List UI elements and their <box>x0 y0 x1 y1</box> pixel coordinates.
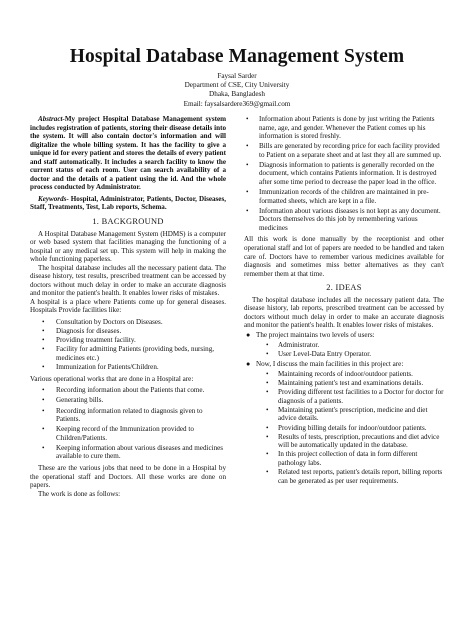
list-item: • Keeping information about various diseases and medicines available to cure them. <box>42 443 224 461</box>
author-name: Faysal Sarder <box>217 72 257 80</box>
section-heading-ideas: 2. IDEAS <box>326 283 362 293</box>
paragraph: The hospital database includes all the necessary patient data. The disease history, test results, prescribed treatment can be accessed by doctors without much delay in order to make an accurate diagnosis and monitor the patient's health. It enables lower risks of mistakes. <box>30 263 226 298</box>
list-item: • Administrator. <box>266 341 320 350</box>
bullet-icon: • <box>266 379 269 388</box>
paragraph: A hospital is a place where Patients come up for general diseases. Hospitals Provide facilities like: <box>30 297 226 315</box>
list-item: • Immunization records of the children are maintained in pre-formatted sheets, which are kept in a file. <box>246 188 429 205</box>
list-item: • Diagnosis information to patients is generally recorded on the document, which contains Patients information. It is destroyed after some time period to decrease the paper load in the office. <box>246 160 437 187</box>
list-item: • Results of tests, prescription, precautions and diet advice will be automatically updated in the database. <box>266 432 440 450</box>
bullet-icon: • <box>42 345 45 354</box>
list-item: • Diagnosis for diseases. <box>42 327 122 336</box>
keywords <box>30 195 226 212</box>
paragraph: These are the various jobs that need to be done in a Hospital by the operational staff and Doctors. All these works are done on papers. <box>30 463 226 490</box>
bullet-icon: • <box>42 386 45 395</box>
bullet-icon: • <box>42 336 45 345</box>
list-item: • Keeping record of the Immunization provided to Children/Patients. <box>42 425 194 442</box>
abstract <box>30 115 226 192</box>
bullet-icon: • <box>266 388 269 397</box>
paragraph: All this work is done manually by the receptionist and other operational staff and lot of papers are needed to be handled and taken care of. Doctors have to remember various medicines available for diagnosis and sometimes miss better alternatives as they can't remember them at that time. <box>244 235 444 278</box>
list-item: • Information about Patients is done by just writing the Patients name, age, and gender. Whenever the Patient comes up his information is stored freshly. <box>246 115 435 141</box>
author-block <box>0 72 474 109</box>
bullet-icon: • <box>246 160 249 169</box>
list-item: • Bills are generated by recording price for each facility provided to Patient on a separate sheet and at last they all are summed up. <box>246 142 442 159</box>
list-item: • Providing billing details for indoor/outdoor patients. <box>266 423 427 432</box>
list-item: • User Level-Data Entry Operator. <box>266 350 371 359</box>
bullet-icon: • <box>266 369 269 378</box>
author-email: Email: faysalsardere369@gmail.com <box>183 99 291 108</box>
list-item: ● Now, I discuss the main facilities in this project are: <box>246 359 404 368</box>
list-item: • Maintaining records of indoor/outdoor patients. <box>266 369 413 378</box>
work-process-list <box>244 115 444 232</box>
right-column <box>244 115 444 486</box>
bullet-icon: • <box>266 341 269 350</box>
ideas-list <box>244 360 444 369</box>
bullet-icon: • <box>266 350 269 359</box>
bullet-icon: • <box>246 206 249 215</box>
paragraph: The work is done as follows: <box>38 489 121 498</box>
paragraph: Various operational works that are done in a Hospital are: <box>30 374 194 383</box>
ideas-list <box>244 331 444 340</box>
bullet-icon: • <box>42 425 45 434</box>
list-item: • Information about various diseases is not kept as any document. Doctors themselves do this job by remembering various medicines <box>246 206 441 232</box>
bullet-icon: • <box>246 115 249 123</box>
list-item: • Maintaining patient's prescription, medicine and diet advice details. <box>266 405 428 423</box>
paragraph: A Hospital Database Management System (HDMS) is a computer or web based system that facilities managing the functioning of a hospital or any medical set up. This system will help in making the whole functioning paperless. <box>30 229 226 264</box>
list-item: ● The project maintains two levels of users: <box>246 330 375 339</box>
list-item: • Generating bills. <box>42 396 104 405</box>
bullet-icon: • <box>42 396 45 405</box>
bullet-icon: • <box>266 405 269 414</box>
bullet-icon: • <box>42 443 45 452</box>
list-item: • Facility for admitting Patients (providing beds, nursing, medicines etc.) <box>42 345 215 362</box>
author-department: Department of CSE, City University <box>184 81 290 90</box>
abstract-lead: Abstract- <box>38 115 65 123</box>
bullet-icon: • <box>266 423 269 432</box>
list-item: • Consultation by Doctors on Diseases. <box>42 318 163 327</box>
main-facilities-list <box>244 370 444 485</box>
author-location: Dhaka, Bangladesh <box>209 90 265 99</box>
bullet-icon: • <box>246 142 249 151</box>
list-item: • In this project collection of data in form different pathology labs. <box>266 450 418 467</box>
list-item: • Related test reports, patient's details report, billing reports can be generated as per user requirements. <box>266 468 443 485</box>
list-item: • Providing treatment facility. <box>42 336 136 345</box>
list-item: • Maintaining patient's test and examinations details. <box>266 379 424 388</box>
abstract-body: My project Hospital Database Management system includes registration of patients, storing their disease details into the system. It will also contain doctor's information and will digitalize the whole billing system. It has the facility to give a unique id for every patient and stores the details of every patient and staff automatically. It includes a search facility to know the current status of each room. User can search availability of a doctor and the details of a patient using the id. And the whole process conducted by Administrator. <box>30 115 226 192</box>
bullet-icon: • <box>42 406 45 415</box>
bullet-icon: • <box>246 188 249 197</box>
section-heading-background: 1. BACKGROUND <box>92 217 164 227</box>
list-item: • Recording information about the Patients that come. <box>42 386 205 395</box>
bullet-icon: ● <box>246 330 251 339</box>
bullet-icon: • <box>266 432 269 441</box>
bullet-icon: • <box>266 450 269 459</box>
keywords-body: Hospital, Administrator, Patients, Doctor, Diseases, Staff, Treatments, Test, Lab reports, Schema. <box>30 194 226 212</box>
list-item: • Immunization for Patients/Children. <box>42 363 159 372</box>
paper-title: Hospital Database Management System <box>69 46 405 67</box>
bullet-icon: • <box>42 318 45 327</box>
facilities-list <box>30 318 226 372</box>
user-levels-list <box>244 341 444 359</box>
bullet-icon: • <box>266 468 269 477</box>
paragraph: The hospital database includes all the necessary patient data. The disease history, lab reports, prescribed treatment can be accessed by doctors without much delay in order to make an accurate diagnosis and monitor the patient's health. It enables lower risks of mistakes. <box>244 295 444 330</box>
list-item: • Providing different test facilities to a Doctor for doctor for diagnosis of a patients. <box>266 388 444 405</box>
works-list <box>30 386 226 461</box>
left-column <box>30 115 226 498</box>
bullet-icon: • <box>42 327 45 336</box>
keywords-lead: Keywords- <box>38 194 69 203</box>
list-item: • Recording information related to diagnosis given to Patients. <box>42 406 203 424</box>
bullet-icon: • <box>42 363 45 372</box>
bullet-icon: ● <box>246 359 251 368</box>
